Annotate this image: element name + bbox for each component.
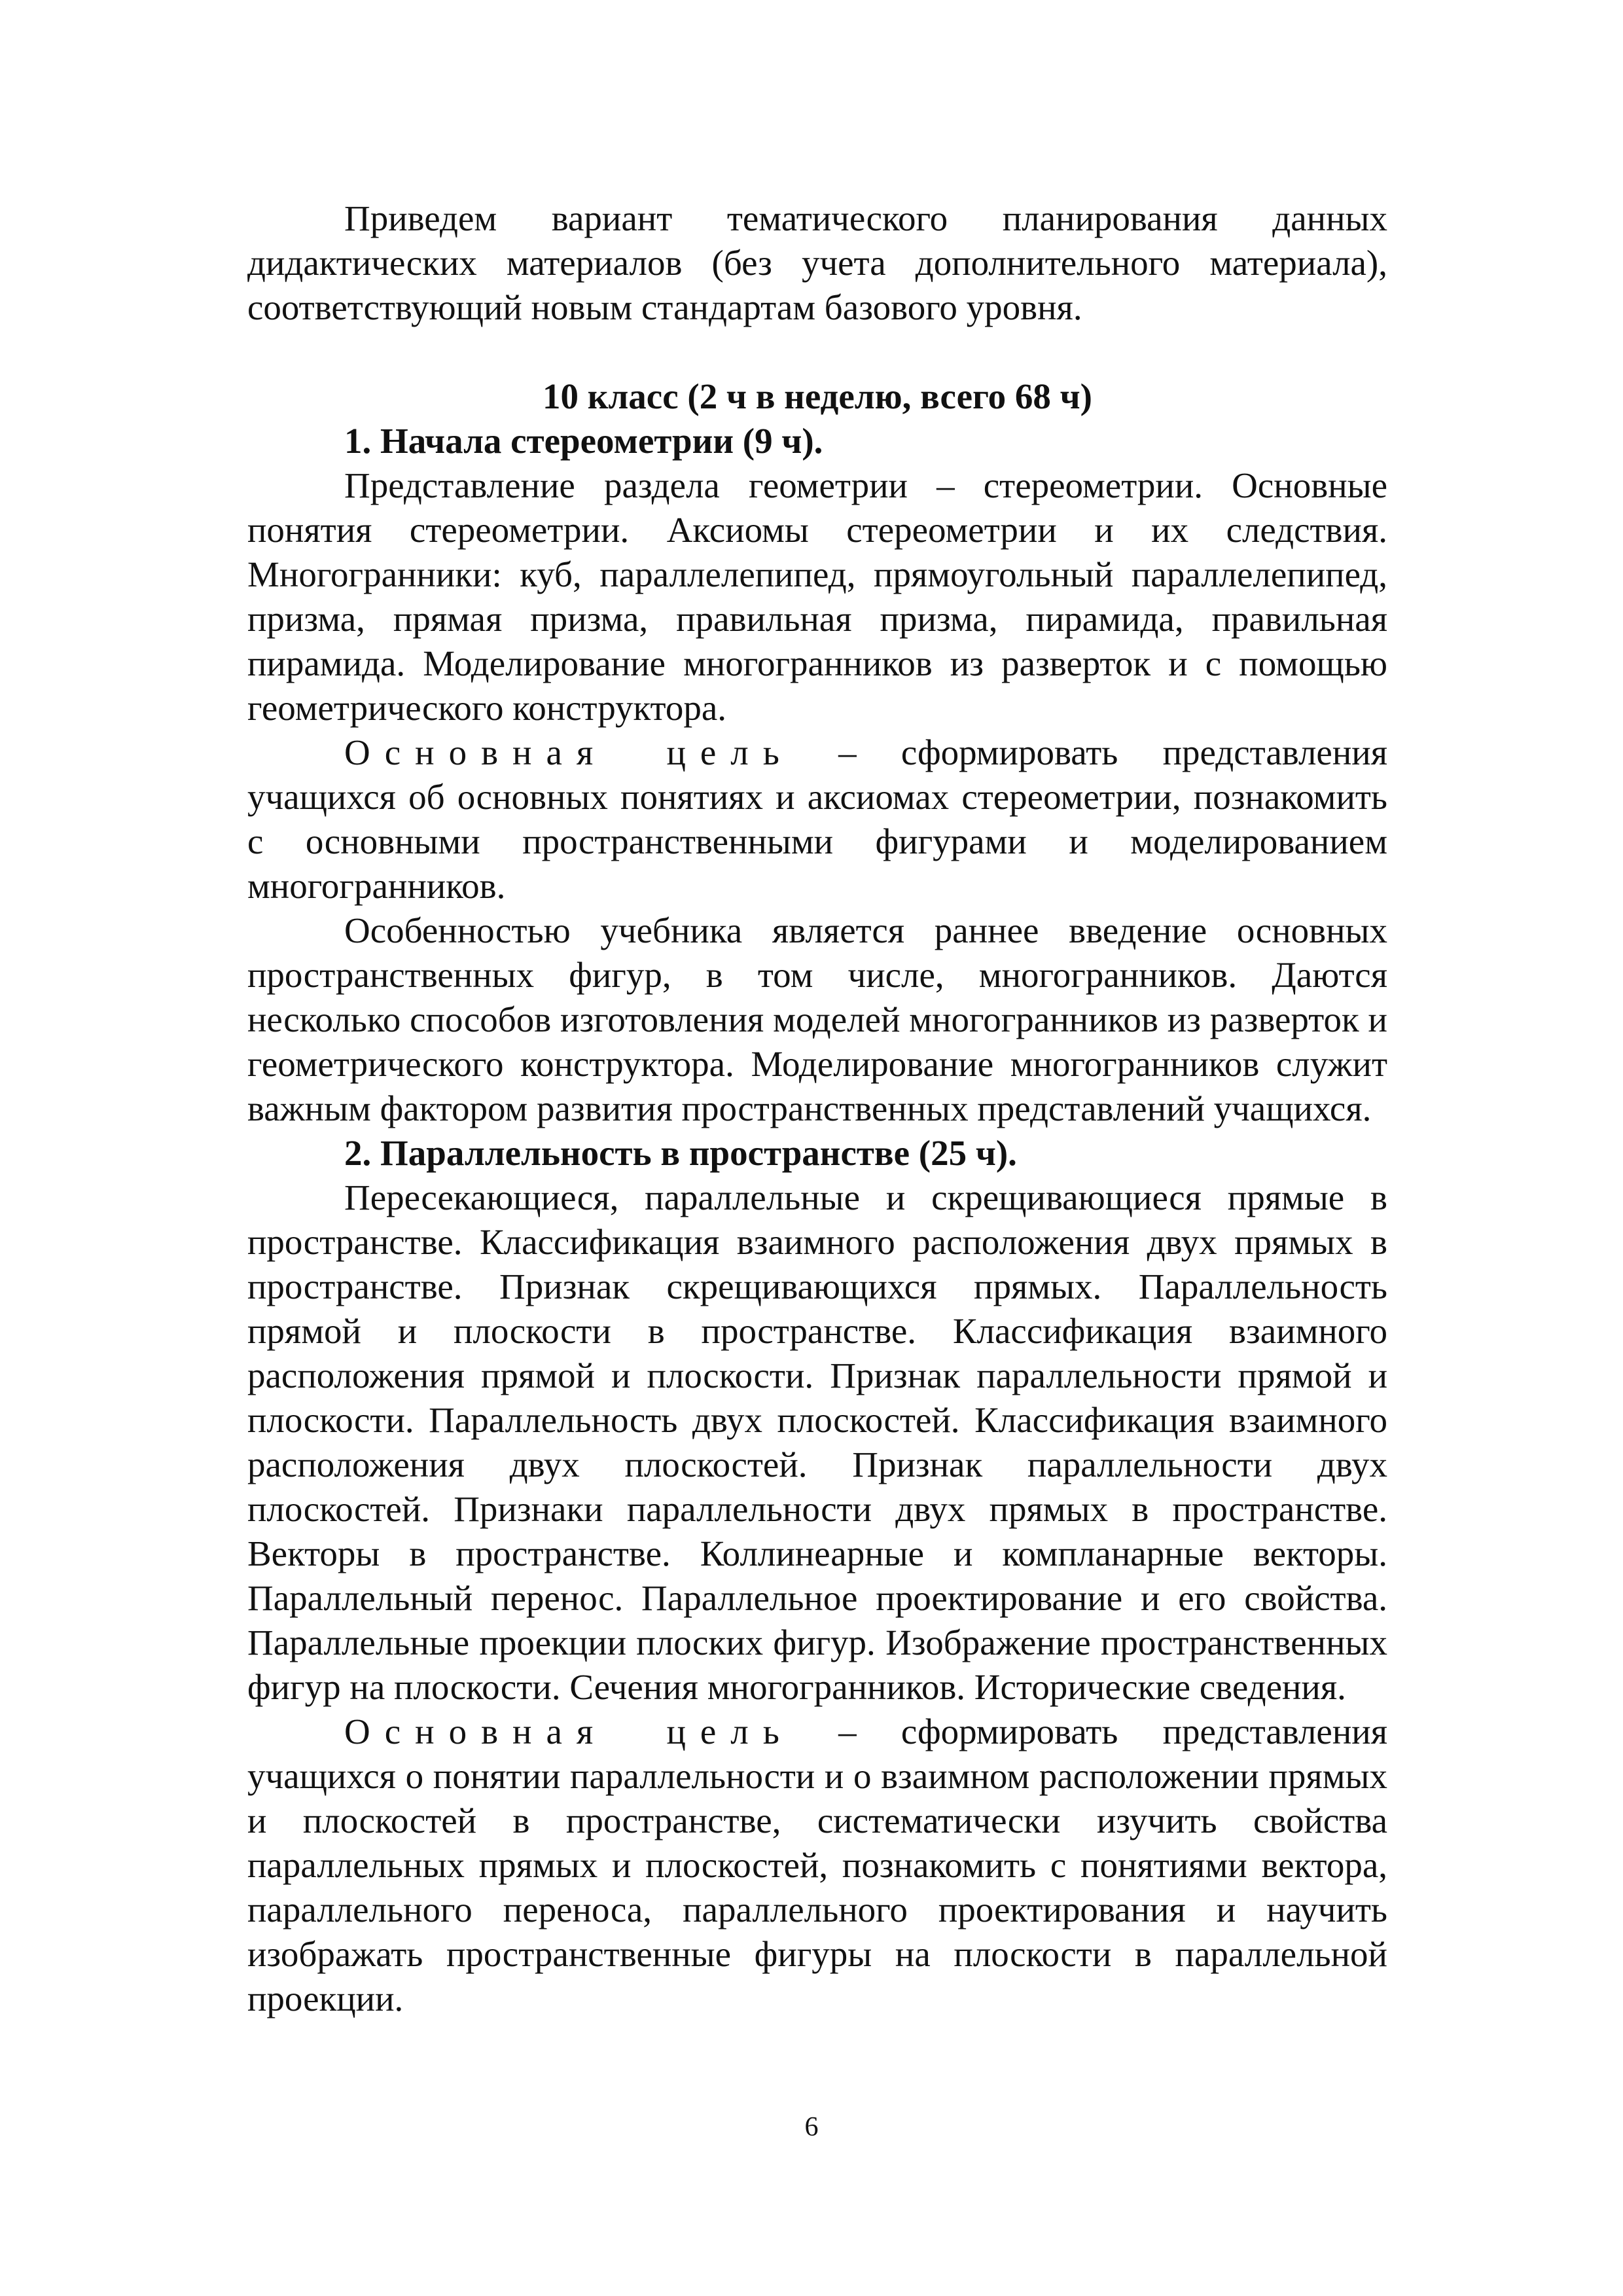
section-1-content: Представление раздела геометрии – стереометрии. Основные понятия стереометрии. Аксиомы стереометрии и их следствия. Многогранники: куб, параллелепипед, прямоугольный параллелепипед, призма, прямая призма, правильная призма, пирамида, правильная пирамида. Моделирование многогранников из разверток и с помощью геометрического конструктора. — [247, 465, 1387, 728]
spacer — [247, 330, 1387, 374]
section-1-goal — [247, 730, 1387, 908]
goal-text: – сформировать представления учащихся о понятии параллельности и о взаимном расположении прямых и плоскостей в пространстве, систематически изучить свойства параллельных прямых и плоскостей, познакомить с понятиями вектора, параллельного переноса, параллельного проектирования и научить изображать пространственные фигуры на плоскости в параллельной проекции. — [247, 1712, 1387, 2018]
goal-label: Основная цель — [344, 732, 794, 772]
section-2-content: Пересекающиеся, параллельные и скрещивающиеся прямые в пространстве. Классификация взаимного расположения двух прямых в пространстве. Признак скрещивающихся прямых. Параллельность прямой и плоскости в пространстве. Классификация взаимного расположения прямой и плоскости. Признак параллельности прямой и плоскости. Параллельность двух плоскостей. Классификация взаимного расположения двух плоскостей. Признак параллельности двух плоскостей. Признаки параллельности двух прямых в пространстве. Векторы в пространстве. Коллинеарные и компланарные векторы. Параллельный перенос. Параллельное проектирование и его свойства. Параллельные проекции плоских фигур. Изображение пространственных фигур на плоскости. Сечения многогранников. Исторические сведения. — [247, 1177, 1387, 1707]
grade-heading: 10 класс (2 ч в неделю, всего 68 ч) — [543, 376, 1092, 416]
section-2-title: 2. Параллельность в пространстве (25 ч). — [344, 1133, 1017, 1173]
section-1-feature: Особенностью учебника является раннее введение основных пространственных фигур, в том числе, многогранников. Даются несколько способов изготовления моделей многогранников из разверток и геометрического конструктора. Моделирование многогранников служит важным фактором развития пространственных представлений учащихся. — [247, 910, 1387, 1128]
page-number: 6 — [804, 2112, 819, 2142]
goal-text: – сформировать представления учащихся об основных понятиях и аксиомах стереометрии, познакомить с основными пространственными фигурами и моделированием многогранников. — [247, 732, 1387, 906]
intro-paragraph: Приведем вариант тематического планирования данных дидактических материалов (без учета дополнительного материала), соответствующий новым стандартам базового уровня. — [247, 198, 1387, 327]
goal-label: Основная цель — [344, 1712, 794, 1751]
document-page — [247, 196, 1387, 2021]
section-2-goal — [247, 1710, 1387, 2021]
section-1-title: 1. Начала стереометрии (9 ч). — [344, 421, 823, 461]
